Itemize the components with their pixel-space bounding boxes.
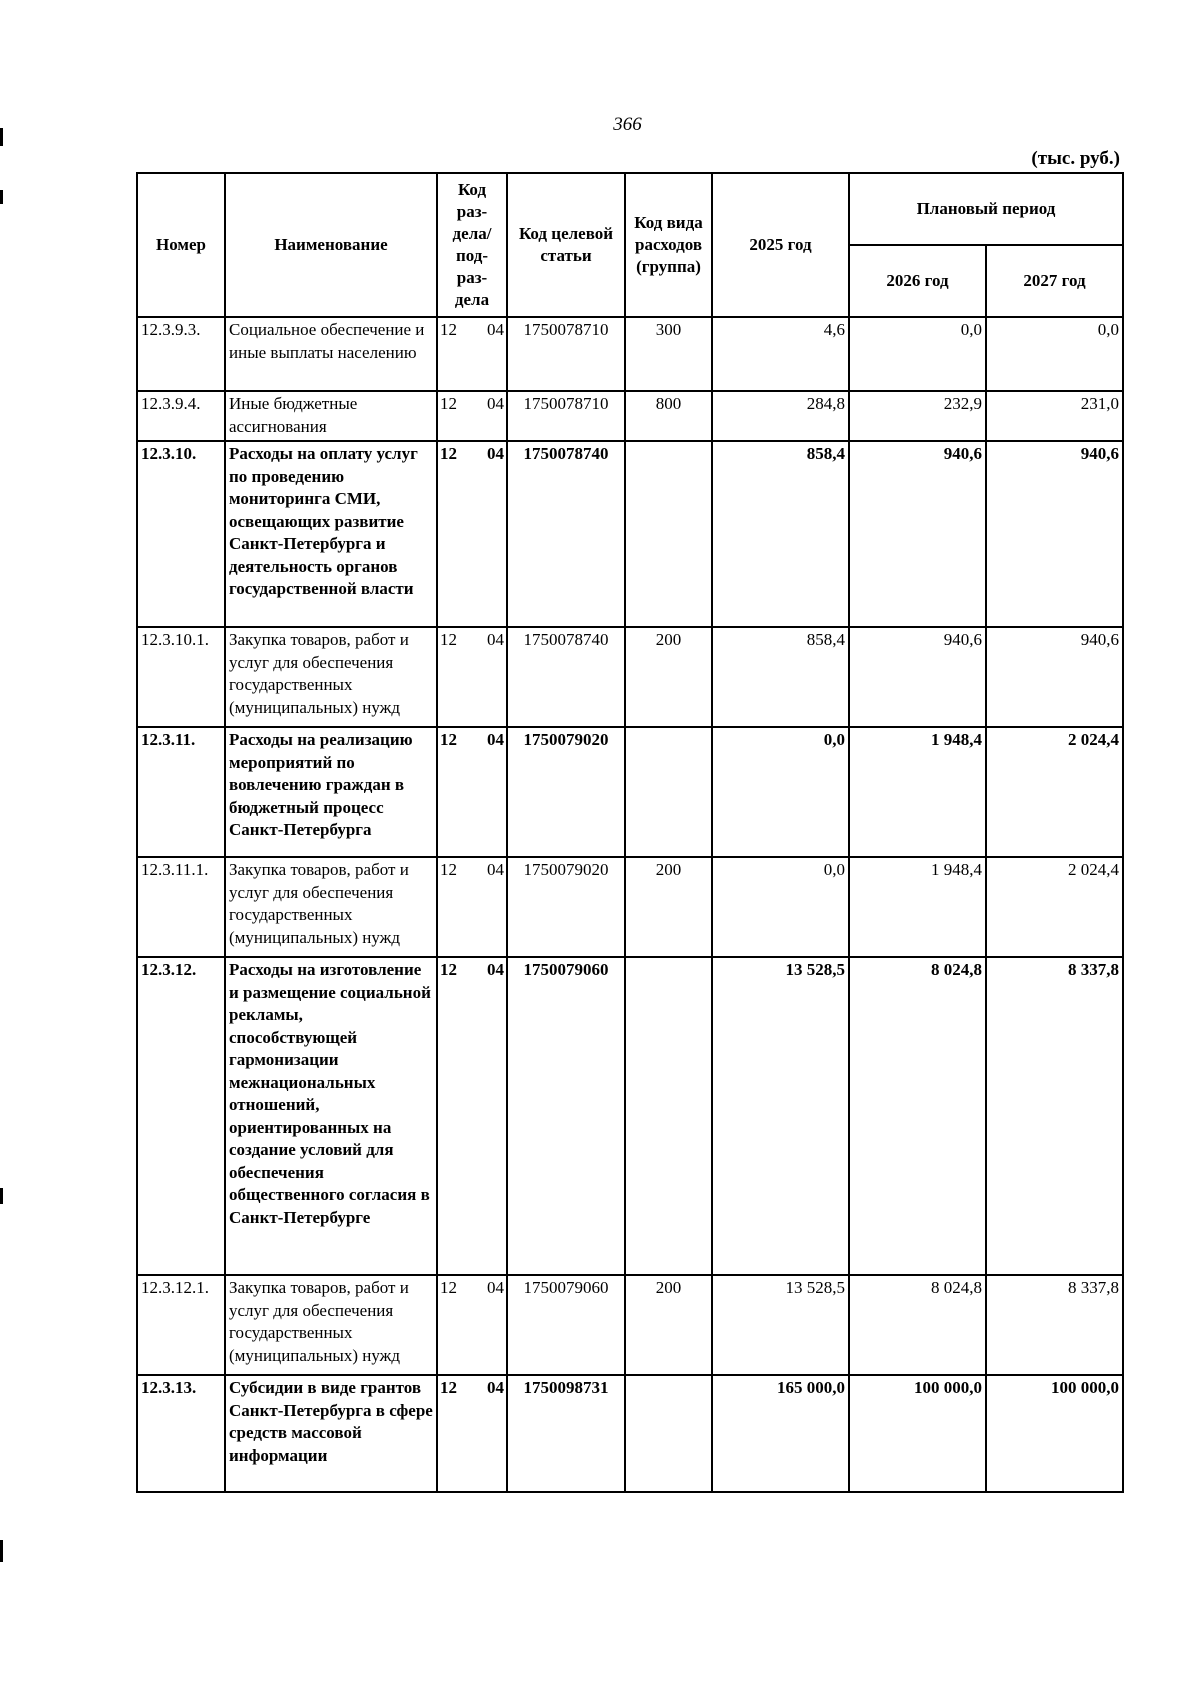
header-number: Номер xyxy=(137,173,225,317)
row-amount-2027: 940,6 xyxy=(986,441,1123,627)
row-section-code xyxy=(437,391,507,441)
row-amount-2026: 0,0 xyxy=(849,317,986,391)
row-target-code: 1750079020 xyxy=(507,727,625,857)
row-amount-2027: 8 337,8 xyxy=(986,1275,1123,1375)
row-target-code: 1750098731 xyxy=(507,1375,625,1492)
row-amount-2025: 165 000,0 xyxy=(712,1375,849,1492)
row-section-code xyxy=(437,957,507,1275)
row-subsection: 04 xyxy=(487,1378,504,1397)
row-expense-kind: 200 xyxy=(625,1275,712,1375)
row-amount-2026: 940,6 xyxy=(849,627,986,727)
header-year-2025: 2025 год xyxy=(712,173,849,317)
row-amount-2025: 0,0 xyxy=(712,857,849,957)
row-amount-2025: 13 528,5 xyxy=(712,1275,849,1375)
row-expense-kind: 800 xyxy=(625,391,712,441)
row-section: 12 xyxy=(440,860,457,879)
row-target-code: 1750078710 xyxy=(507,391,625,441)
row-name: Субсидии в виде грантов Санкт-Петербурга в сфере средств массовой информации xyxy=(225,1375,437,1492)
row-section: 12 xyxy=(440,1278,457,1297)
units-label: (тыс. руб.) xyxy=(1031,148,1120,169)
row-subsection: 04 xyxy=(487,1278,504,1297)
row-name: Расходы на оплату услуг по проведению мониторинга СМИ, освещающих развитие Санкт-Петербурга и деятельность органов государственной власти xyxy=(225,441,437,627)
row-target-code: 1750078740 xyxy=(507,441,625,627)
row-section: 12 xyxy=(440,630,457,649)
row-subsection: 04 xyxy=(487,730,504,749)
row-section-code xyxy=(437,317,507,391)
row-subsection: 04 xyxy=(487,960,504,979)
row-target-code: 1750078740 xyxy=(507,627,625,727)
row-subsection: 04 xyxy=(487,394,504,413)
row-expense-kind xyxy=(625,1375,712,1492)
table-row xyxy=(137,317,1123,391)
row-number: 12.3.12.1. xyxy=(137,1275,225,1375)
scan-edge-mark xyxy=(0,1188,3,1204)
row-target-code: 1750078710 xyxy=(507,317,625,391)
table-row xyxy=(137,627,1123,727)
row-expense-kind: 300 xyxy=(625,317,712,391)
row-amount-2025: 4,6 xyxy=(712,317,849,391)
header-planned-period: Плановый период xyxy=(849,173,1123,245)
row-section: 12 xyxy=(440,320,457,339)
row-amount-2026: 1 948,4 xyxy=(849,727,986,857)
row-amount-2027: 0,0 xyxy=(986,317,1123,391)
row-expense-kind xyxy=(625,957,712,1275)
row-number: 12.3.9.3. xyxy=(137,317,225,391)
row-amount-2026: 232,9 xyxy=(849,391,986,441)
row-name: Закупка товаров, работ и услуг для обеспечения государственных (муниципальных) нужд xyxy=(225,857,437,957)
row-subsection: 04 xyxy=(487,444,504,463)
table-row xyxy=(137,441,1123,627)
row-name: Расходы на изготовление и размещение социальной рекламы, способствующей гармонизации межнациональных отношений, ориентированных на создание условий для обеспечения общественного согласия в Санкт-Петербурге xyxy=(225,957,437,1275)
table-row xyxy=(137,1375,1123,1492)
table-row xyxy=(137,957,1123,1275)
row-section: 12 xyxy=(440,730,457,749)
row-name: Иные бюджетные ассигнования xyxy=(225,391,437,441)
row-amount-2027: 2 024,4 xyxy=(986,727,1123,857)
row-section-code xyxy=(437,857,507,957)
row-subsection: 04 xyxy=(487,320,504,339)
row-number: 12.3.11. xyxy=(137,727,225,857)
scan-edge-mark xyxy=(0,190,3,204)
row-amount-2025: 13 528,5 xyxy=(712,957,849,1275)
header-year-2026: 2026 год xyxy=(849,245,986,317)
page-number: 366 xyxy=(613,114,642,135)
row-section-code xyxy=(437,1375,507,1492)
row-target-code: 1750079060 xyxy=(507,957,625,1275)
row-target-code: 1750079060 xyxy=(507,1275,625,1375)
row-number: 12.3.13. xyxy=(137,1375,225,1492)
row-name: Закупка товаров, работ и услуг для обеспечения государственных (муниципальных) нужд xyxy=(225,1275,437,1375)
row-subsection: 04 xyxy=(487,630,504,649)
table-row xyxy=(137,727,1123,857)
row-amount-2026: 1 948,4 xyxy=(849,857,986,957)
row-section: 12 xyxy=(440,1378,457,1397)
table-row xyxy=(137,391,1123,441)
row-number: 12.3.11.1. xyxy=(137,857,225,957)
row-section-code xyxy=(437,727,507,857)
row-section-code xyxy=(437,627,507,727)
row-amount-2025: 858,4 xyxy=(712,441,849,627)
row-target-code: 1750079020 xyxy=(507,857,625,957)
row-amount-2026: 8 024,8 xyxy=(849,1275,986,1375)
row-section: 12 xyxy=(440,960,457,979)
table-body xyxy=(137,317,1123,1492)
row-amount-2025: 284,8 xyxy=(712,391,849,441)
row-amount-2025: 0,0 xyxy=(712,727,849,857)
header-year-2027: 2027 год xyxy=(986,245,1123,317)
row-name: Расходы на реализацию мероприятий по вовлечению граждан в бюджетный процесс Санкт-Петербурга xyxy=(225,727,437,857)
row-amount-2025: 858,4 xyxy=(712,627,849,727)
row-name: Социальное обеспечение и иные выплаты населению xyxy=(225,317,437,391)
header-target-code: Код целевой статьи xyxy=(507,173,625,317)
header-name: Наименование xyxy=(225,173,437,317)
scan-edge-mark xyxy=(0,1540,3,1562)
row-expense-kind: 200 xyxy=(625,857,712,957)
row-expense-kind: 200 xyxy=(625,627,712,727)
budget-table xyxy=(136,172,1124,1493)
row-section-code xyxy=(437,441,507,627)
row-amount-2026: 100 000,0 xyxy=(849,1375,986,1492)
row-number: 12.3.10.1. xyxy=(137,627,225,727)
header-section-code: Код раз-дела/ под-раз-дела xyxy=(437,173,507,317)
header-expense-kind-code: Код вида расходов (группа) xyxy=(625,173,712,317)
row-section: 12 xyxy=(440,444,457,463)
row-name: Закупка товаров, работ и услуг для обеспечения государственных (муниципальных) нужд xyxy=(225,627,437,727)
row-number: 12.3.12. xyxy=(137,957,225,1275)
row-expense-kind xyxy=(625,727,712,857)
row-section: 12 xyxy=(440,394,457,413)
row-subsection: 04 xyxy=(487,860,504,879)
row-amount-2027: 940,6 xyxy=(986,627,1123,727)
row-amount-2026: 8 024,8 xyxy=(849,957,986,1275)
row-number: 12.3.10. xyxy=(137,441,225,627)
row-amount-2027: 2 024,4 xyxy=(986,857,1123,957)
row-amount-2026: 940,6 xyxy=(849,441,986,627)
row-number: 12.3.9.4. xyxy=(137,391,225,441)
table-row xyxy=(137,857,1123,957)
row-section-code xyxy=(437,1275,507,1375)
row-amount-2027: 8 337,8 xyxy=(986,957,1123,1275)
row-amount-2027: 100 000,0 xyxy=(986,1375,1123,1492)
row-expense-kind xyxy=(625,441,712,627)
table-row xyxy=(137,1275,1123,1375)
row-amount-2027: 231,0 xyxy=(986,391,1123,441)
